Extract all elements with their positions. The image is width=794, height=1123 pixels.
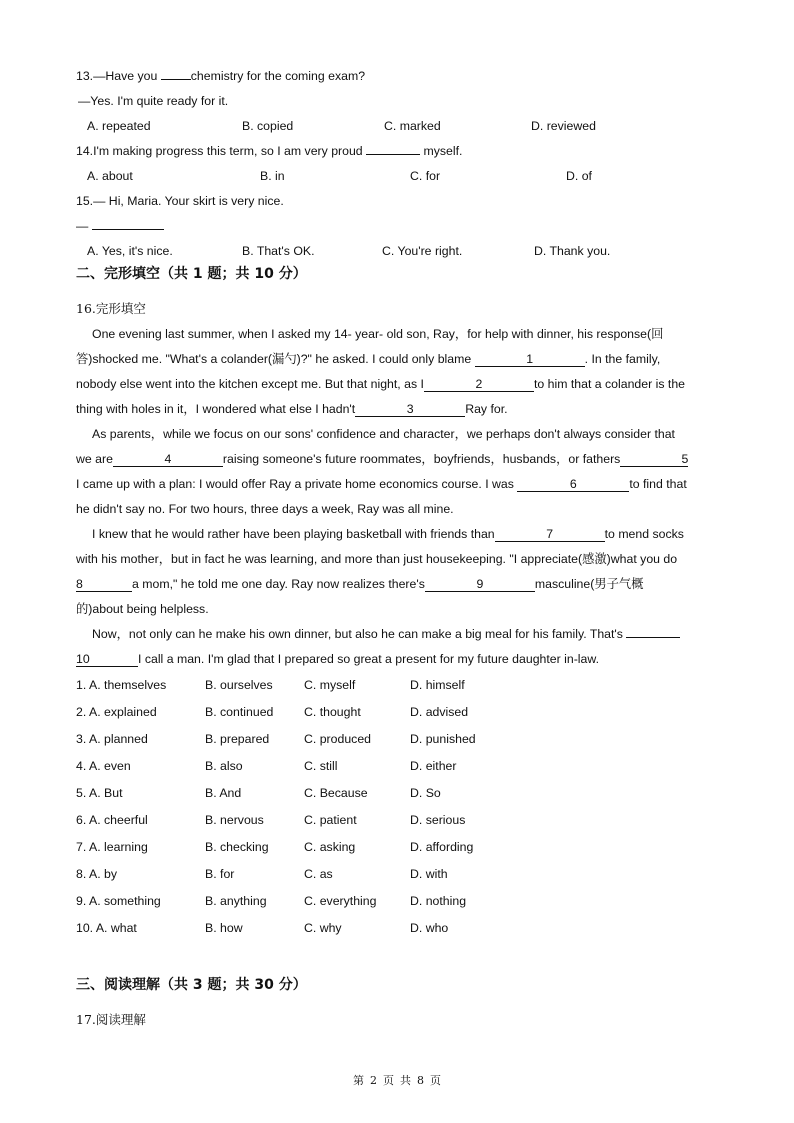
cloze-option-10-b: B. how bbox=[205, 921, 243, 935]
q15-option-b: B. That's OK. bbox=[242, 244, 315, 258]
passage-p2-line2 bbox=[76, 451, 688, 467]
passage-p2-line3 bbox=[76, 476, 687, 492]
section2-subtitle: 16.完形填空 bbox=[76, 301, 146, 316]
cloze-blank-5: 5 bbox=[620, 453, 688, 467]
cloze-option-8-c: C. as bbox=[304, 867, 333, 881]
cloze-option-10-a: 10. A. what bbox=[76, 921, 137, 935]
passage-p1-line1: One evening last summer, when I asked my 14- year- old son, Ray，for help with dinner, his response(回 bbox=[92, 327, 664, 341]
cloze-blank-6: 6 bbox=[517, 478, 629, 492]
cloze-option-1-c: C. myself bbox=[304, 678, 356, 692]
passage-p4-line1 bbox=[92, 626, 680, 642]
cloze-blank-2: 2 bbox=[424, 378, 534, 392]
cloze-option-7-c: C. asking bbox=[304, 840, 356, 854]
passage-p3-line4: 的)about being helpless. bbox=[76, 602, 209, 616]
cloze-blank-9: 9 bbox=[425, 578, 535, 592]
cloze-option-3-d: D. punished bbox=[410, 732, 476, 746]
cloze-option-8-a: 8. A. by bbox=[76, 867, 118, 881]
cloze-option-2-c: C. thought bbox=[304, 705, 361, 719]
passage-text: raising someone's future roommates，boyfriends，husbands，or fathers bbox=[222, 452, 621, 466]
q13-blank bbox=[161, 79, 191, 80]
cloze-option-5-d: D. So bbox=[410, 786, 441, 800]
passage-p3-line1 bbox=[92, 526, 684, 542]
passage-text: to him that a colander is the bbox=[533, 377, 686, 391]
q13-option-b: B. copied bbox=[242, 119, 294, 133]
passage-text: we are bbox=[76, 452, 113, 466]
passage-p1-line3 bbox=[76, 376, 685, 392]
footer-text: 第 bbox=[353, 1074, 364, 1087]
q14-option-b: B. in bbox=[260, 169, 285, 183]
cloze-option-8-b: B. for bbox=[205, 867, 235, 881]
cloze-option-10-c: C. why bbox=[304, 921, 342, 935]
footer-text: 页 bbox=[430, 1074, 441, 1087]
q13-line2: —Yes. I'm quite ready for it. bbox=[78, 94, 229, 108]
q14-line1 bbox=[76, 143, 462, 159]
cloze-option-2-d: D. advised bbox=[410, 705, 469, 719]
passage-p3-line3 bbox=[76, 576, 644, 592]
passage-p1-line4 bbox=[76, 401, 508, 417]
q14-option-d: D. of bbox=[566, 169, 592, 183]
cloze-option-4-c: C. still bbox=[304, 759, 338, 773]
cloze-option-5-c: C. Because bbox=[304, 786, 368, 800]
passage-text: masculine(男子气概 bbox=[534, 577, 644, 591]
passage-text: I came up with a plan: I would offer Ray a private home economics course. I was bbox=[76, 477, 518, 491]
cloze-option-6-b: B. nervous bbox=[205, 813, 264, 827]
cloze-option-4-b: B. also bbox=[205, 759, 243, 773]
section3-title: 三、阅读理解（共 3 题；共 30 分） bbox=[76, 977, 307, 993]
cloze-option-7-b: B. checking bbox=[205, 840, 269, 854]
cloze-option-9-c: C. everything bbox=[304, 894, 377, 908]
cloze-option-6-c: C. patient bbox=[304, 813, 357, 827]
cloze-option-5-a: 5. A. But bbox=[76, 786, 123, 800]
cloze-option-9-d: D. nothing bbox=[410, 894, 467, 908]
cloze-option-3-c: C. produced bbox=[304, 732, 371, 746]
passage-p1-line2 bbox=[76, 351, 660, 367]
passage-text: . In the family, bbox=[584, 352, 661, 366]
passage-text: Ray for. bbox=[465, 402, 508, 416]
cloze-option-1-d: D. himself bbox=[410, 678, 465, 692]
passage-text: I call a man. I'm glad that I prepared so great a present for my future daughter in-law. bbox=[138, 652, 599, 666]
cloze-option-2-a: 2. A. explained bbox=[76, 705, 157, 719]
footer-text: 页 bbox=[383, 1074, 394, 1087]
passage-p3-line2: with his mother，but in fact he was learning, and more than just housekeeping. "I appreciate(感激)what you do bbox=[76, 552, 678, 566]
cloze-option-3-a: 3. A. planned bbox=[76, 732, 148, 746]
page-number: 2 bbox=[370, 1074, 377, 1087]
cloze-blank-1: 1 bbox=[475, 353, 585, 367]
cloze-option-7-d: D. affording bbox=[410, 840, 474, 854]
cloze-option-9-b: B. anything bbox=[205, 894, 267, 908]
cloze-option-5-b: B. And bbox=[205, 786, 242, 800]
q13-stem-start: 13.—Have you bbox=[76, 69, 161, 83]
q13-option-a: A. repeated bbox=[87, 119, 151, 133]
passage-p2-line1: As parents，while we focus on our sons' confidence and character，we perhaps don't always consider that bbox=[92, 427, 675, 441]
cloze-option-2-b: B. continued bbox=[205, 705, 274, 719]
cloze-option-10-d: D. who bbox=[410, 921, 449, 935]
cloze-blank-8: 8 bbox=[76, 578, 132, 592]
passage-text: thing with holes in it，I wondered what else I hadn't bbox=[76, 402, 356, 416]
q14-option-a: A. about bbox=[87, 169, 133, 183]
cloze-option-7-a: 7. A. learning bbox=[76, 840, 148, 854]
cloze-blank-3: 3 bbox=[355, 403, 465, 417]
q14-option-c: C. for bbox=[410, 169, 441, 183]
q15-dash: — bbox=[76, 219, 92, 233]
section3-subtitle: 17.阅读理解 bbox=[76, 1012, 146, 1027]
q15-option-c: C. You're right. bbox=[382, 244, 463, 258]
cloze-option-1-b: B. ourselves bbox=[205, 678, 273, 692]
cloze-option-6-a: 6. A. cheerful bbox=[76, 813, 148, 827]
passage-text: I knew that he would rather have been playing basketball with friends than bbox=[92, 527, 495, 541]
cloze-blank-7: 7 bbox=[495, 528, 605, 542]
q14-stem-end: myself. bbox=[420, 144, 463, 158]
passage-text: Now，not only can he make his own dinner, but also he can make a big meal for his family. That's bbox=[92, 627, 627, 641]
q13-stem-end: chemistry for the coming exam? bbox=[190, 69, 366, 83]
q13-line1 bbox=[76, 68, 365, 84]
footer-text: 共 bbox=[400, 1074, 411, 1087]
cloze-option-1-a: 1. A. themselves bbox=[76, 678, 167, 692]
cloze-option-3-b: B. prepared bbox=[205, 732, 270, 746]
passage-p2-line4: he didn't say no. For two hours, three days a week, Ray was all mine. bbox=[76, 502, 454, 516]
q15-option-d: D. Thank you. bbox=[534, 244, 611, 258]
section2-title: 二、完形填空（共 1 题；共 10 分） bbox=[76, 266, 307, 282]
cloze-blank-10-start bbox=[626, 637, 680, 638]
q15-line1: 15.— Hi, Maria. Your skirt is very nice. bbox=[76, 194, 284, 208]
cloze-option-8-d: D. with bbox=[410, 867, 448, 881]
cloze-blank-10: 10 bbox=[76, 653, 138, 667]
page-footer bbox=[0, 1072, 794, 1088]
passage-text: a mom," he told me one day. Ray now realizes there's bbox=[132, 577, 425, 591]
cloze-option-4-d: D. either bbox=[410, 759, 457, 773]
q15-line2 bbox=[76, 218, 164, 234]
cloze-option-9-a: 9. A. something bbox=[76, 894, 161, 908]
passage-text: to mend socks bbox=[604, 527, 684, 541]
passage-p4-line2 bbox=[76, 651, 599, 667]
q15-blank bbox=[92, 229, 164, 230]
cloze-option-4-a: 4. A. even bbox=[76, 759, 131, 773]
cloze-blank-4: 4 bbox=[113, 453, 223, 467]
q13-option-c: C. marked bbox=[384, 119, 441, 133]
passage-text: nobody else went into the kitchen except me. But that night, as I bbox=[76, 377, 424, 391]
q13-option-d: D. reviewed bbox=[531, 119, 596, 133]
q15-option-a: A. Yes, it's nice. bbox=[87, 244, 173, 258]
cloze-option-6-d: D. serious bbox=[410, 813, 466, 827]
q14-stem-start: 14.I'm making progress this term, so I am very proud bbox=[76, 144, 367, 158]
passage-text: to find that bbox=[629, 477, 687, 491]
page-total: 8 bbox=[417, 1074, 424, 1087]
q14-blank bbox=[366, 154, 420, 155]
passage-text: 答)shocked me. "What's a colander(漏勺)?" he asked. I could only blame bbox=[76, 352, 475, 366]
